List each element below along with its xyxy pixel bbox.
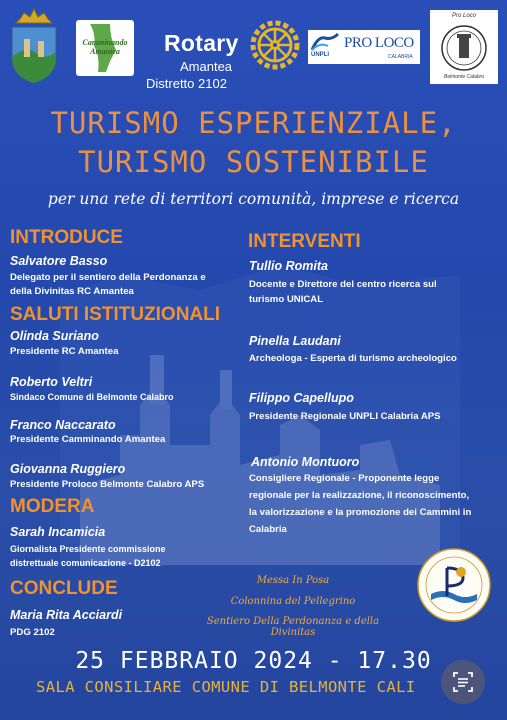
- proloco-belmonte-top-text: Pro Loco: [451, 13, 476, 19]
- event-line-3: Sentiero Della Perdonanza e della Divinitas: [206, 616, 380, 638]
- speaker-name-1: Tullio Romita: [249, 259, 328, 273]
- proloco-calabria-logo: [308, 30, 420, 64]
- introduce-role-line-2: della Divinitas RC Amantea: [10, 286, 134, 297]
- saluti-name-3: Franco Naccarato: [10, 418, 116, 432]
- speaker-name-2: Pinella Laudani: [249, 334, 341, 348]
- saluti-heading: SALUTI ISTITUZIONALI: [10, 304, 221, 325]
- saluti-role-2: Sindaco Comune di Belmonte Calabro: [10, 392, 174, 402]
- proloco-belmonte-bottom-text: Belmonte Calabro: [443, 74, 485, 80]
- conclude-name: Maria Rita Acciardi: [10, 608, 123, 622]
- camminando-logo-text: Camminando Amantea: [82, 38, 128, 56]
- event-date: 25 FEBBRAIO 2024 - 17.30: [75, 648, 432, 674]
- crest-icon: [8, 5, 60, 85]
- introduce-name: Salvatore Basso: [10, 254, 108, 268]
- speaker-role-4-line-2: regionale per la realizzazione, il riconoscimento,: [249, 490, 470, 501]
- event-venue: SALA CONSILIARE COMUNE DI BELMONTE CALI: [36, 678, 416, 696]
- subtitle: per una rete di territori comunità, imprese e ricerca: [47, 190, 460, 208]
- speaker-role-4-line-1: Consigliere Regionale - Proponente legge: [249, 473, 440, 484]
- seal-icon: [417, 548, 491, 622]
- speaker-role-4-line-3: la valorizzazione e la promozione dei Cammini in: [249, 507, 472, 518]
- conclude-role: PDG 2102: [10, 627, 55, 638]
- conclude-heading: CONCLUDE: [10, 578, 118, 599]
- rotary-club: Amantea: [180, 59, 233, 74]
- rotary-wheel-icon: [250, 20, 300, 70]
- speaker-role-1-line-1: Docente e Direttore del centro ricerca sul: [249, 279, 437, 290]
- scan-text-icon: [441, 660, 485, 704]
- proloco-label: PRO LOCO: [344, 35, 414, 51]
- modera-role-line-2: distrettuale comunicazione - D2102: [10, 558, 161, 568]
- rotary-district: Distretto 2102: [146, 76, 227, 91]
- event-line-1: Messa In Posa: [256, 575, 330, 586]
- saluti-name-4: Giovanna Ruggiero: [10, 462, 126, 476]
- speaker-role-2: Archeologa - Esperta di turismo archeologico: [249, 353, 457, 364]
- interventi-heading: INTERVENTI: [248, 231, 361, 252]
- scan-text-button[interactable]: [441, 660, 485, 704]
- title-line-2: TURISMO SOSTENIBILE: [78, 145, 429, 179]
- speaker-name-3: Filippo Capellupo: [249, 391, 354, 405]
- speaker-role-1-line-2: turismo UNICAL: [249, 294, 324, 305]
- event-line-2: Colonnina del Pellegrino: [230, 596, 356, 607]
- title-line-1: TURISMO ESPERIENZIALE,: [50, 106, 457, 140]
- introduce-role-line-1: Delegato per il sentiero della Perdonanza e: [10, 272, 206, 283]
- camminando-logo: [76, 20, 134, 76]
- introduce-heading: INTRODUCE: [10, 227, 123, 248]
- saluti-role-4: Presidente Proloco Belmonte Calabro APS: [10, 479, 205, 490]
- modera-heading: MODERA: [10, 496, 95, 517]
- proloco-region-label: CALABRIA: [388, 54, 413, 60]
- saluti-role-1: Presidente RC Amantea: [10, 346, 119, 357]
- saluti-name-1: Olinda Suriano: [10, 329, 99, 343]
- speaker-role-4-line-4: Calabria: [249, 524, 287, 535]
- proloco-belmonte-logo: [430, 10, 498, 84]
- unpli-label: UNPLI: [311, 52, 329, 58]
- speaker-role-3: Presidente Regionale UNPLI Calabria APS: [249, 411, 441, 422]
- rotary-name: Rotary: [164, 30, 239, 56]
- speaker-name-4: Antonio Montuoro: [251, 455, 360, 469]
- saluti-role-3: Presidente Camminando Amantea: [10, 434, 166, 445]
- modera-name: Sarah Incamicia: [10, 525, 106, 539]
- modera-role-line-1: Giornalista Presidente commissione: [10, 544, 166, 554]
- saluti-name-2: Roberto Veltri: [10, 375, 93, 389]
